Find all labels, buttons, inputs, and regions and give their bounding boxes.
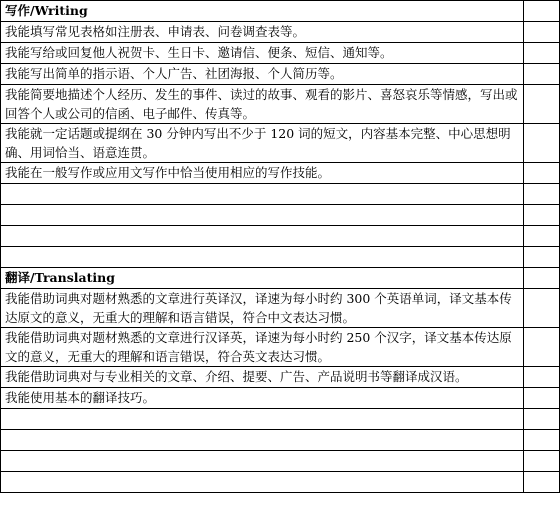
blank-cell[interactable]	[1, 226, 524, 247]
blank-row	[1, 430, 560, 451]
blank-row	[1, 451, 560, 472]
writing-item: 我能填写常见表格如注册表、申请表、问卷调查表等。	[1, 22, 524, 43]
check-cell[interactable]	[524, 328, 560, 367]
writing-section-header	[1, 1, 560, 22]
translating-title: 翻译/Translating	[1, 268, 524, 289]
blank-row	[1, 247, 560, 268]
blank-cell[interactable]	[1, 430, 524, 451]
check-cell[interactable]	[524, 205, 560, 226]
check-cell[interactable]	[524, 367, 560, 388]
blank-row	[1, 472, 560, 493]
writing-row	[1, 22, 560, 43]
check-cell[interactable]	[524, 163, 560, 184]
translating-row	[1, 367, 560, 388]
writing-item: 我能就一定话题或提纲在 30 分钟内写出不少于 120 词的短文，内容基本完整、中心思想明确、用词恰当、语意连贯。	[1, 124, 524, 163]
blank-cell[interactable]	[1, 247, 524, 268]
translating-item: 我能使用基本的翻译技巧。	[1, 388, 524, 409]
translating-item: 我能借助词典对与专业相关的文章、介绍、提要、广告、产品说明书等翻译成汉语。	[1, 367, 524, 388]
blank-cell[interactable]	[1, 409, 524, 430]
translating-row	[1, 328, 560, 367]
blank-row	[1, 409, 560, 430]
check-cell[interactable]	[524, 22, 560, 43]
blank-row	[1, 226, 560, 247]
translating-row	[1, 388, 560, 409]
check-cell[interactable]	[524, 43, 560, 64]
check-cell[interactable]	[524, 64, 560, 85]
writing-item: 我能写给或回复他人祝贺卡、生日卡、邀请信、便条、短信、通知等。	[1, 43, 524, 64]
check-cell[interactable]	[524, 268, 560, 289]
writing-row	[1, 85, 560, 124]
translating-item: 我能借助词典对题材熟悉的文章进行英译汉，译速为每小时约 300 个英语单词，译文基本传达原文的意义，无重大的理解和语言错误，符合中文表达习惯。	[1, 289, 524, 328]
blank-cell[interactable]	[1, 472, 524, 493]
writing-item: 我能简要地描述个人经历、发生的事件、读过的故事、观看的影片、喜怒哀乐等情感，写出或回答个人或公司的信函、电子邮件、传真等。	[1, 85, 524, 124]
writing-item: 我能写出简单的指示语、个人广告、社团海报、个人简历等。	[1, 64, 524, 85]
check-cell[interactable]	[524, 85, 560, 124]
writing-title: 写作/Writing	[1, 1, 524, 22]
check-cell[interactable]	[524, 247, 560, 268]
blank-row	[1, 205, 560, 226]
translating-section-header	[1, 268, 560, 289]
check-cell[interactable]	[524, 1, 560, 22]
writing-item: 我能在一般写作或应用文写作中恰当使用相应的写作技能。	[1, 163, 524, 184]
translating-row	[1, 289, 560, 328]
writing-row	[1, 43, 560, 64]
translating-item: 我能借助词典对题材熟悉的文章进行汉译英，译速为每小时约 250 个汉字，译文基本传达原文的意义，无重大的理解和语言错误，符合英文表达习惯。	[1, 328, 524, 367]
check-cell[interactable]	[524, 226, 560, 247]
blank-cell[interactable]	[1, 205, 524, 226]
check-cell[interactable]	[524, 184, 560, 205]
writing-row	[1, 163, 560, 184]
blank-cell[interactable]	[1, 451, 524, 472]
check-cell[interactable]	[524, 388, 560, 409]
check-cell[interactable]	[524, 430, 560, 451]
check-cell[interactable]	[524, 409, 560, 430]
check-cell[interactable]	[524, 124, 560, 163]
blank-row	[1, 184, 560, 205]
blank-cell[interactable]	[1, 184, 524, 205]
writing-row	[1, 124, 560, 163]
check-cell[interactable]	[524, 451, 560, 472]
check-cell[interactable]	[524, 289, 560, 328]
writing-row	[1, 64, 560, 85]
check-cell[interactable]	[524, 472, 560, 493]
